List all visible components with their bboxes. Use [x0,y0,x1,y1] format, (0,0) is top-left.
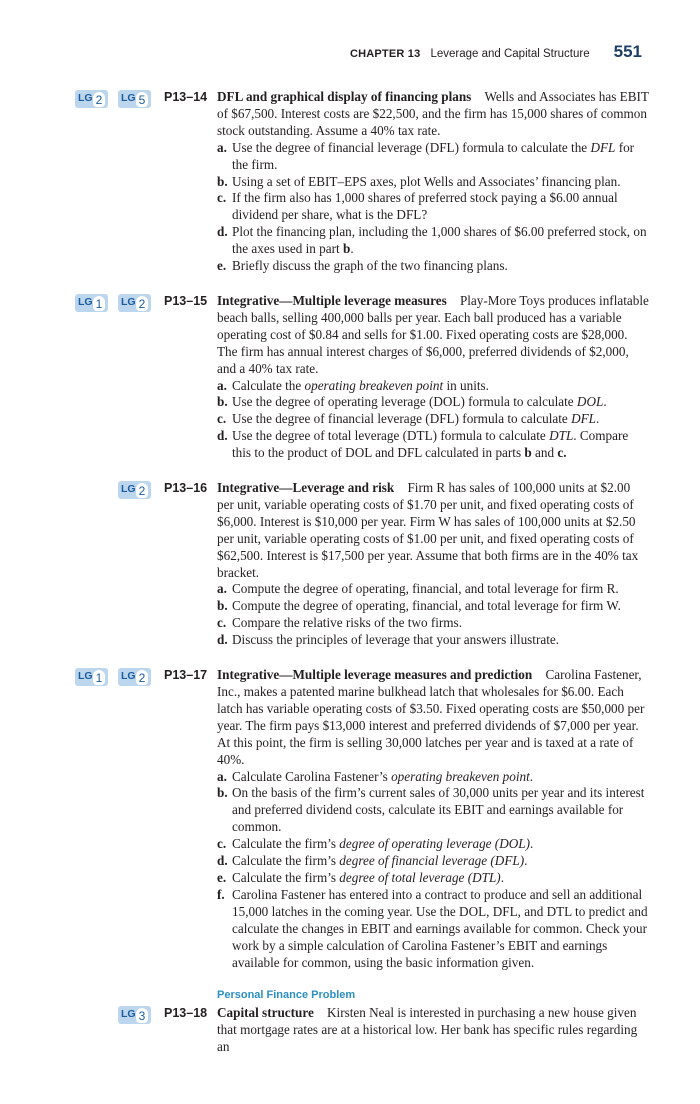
learning-goal-label: LG [78,670,93,683]
learning-goal-badge [118,668,151,686]
problem-part: c. If the firm also has 1,000 shares of preferred stock paying a $6.00 annual dividend per share, what is the DFL? [217,190,618,223]
problem-body [217,667,649,971]
part-letter: a. [217,581,227,597]
bold-text: b [524,445,532,461]
problem-title: Capital structure [217,1005,314,1021]
learning-goal-label: LG [78,295,93,308]
learning-goal-number: 2 [136,670,148,685]
italic-text: DFL [590,139,616,155]
learning-goal-badge [118,90,151,108]
learning-goal-label: LG [121,483,136,496]
part-letter: b. [217,598,228,614]
part-letter: d. [217,853,228,869]
problem-part: d. Discuss the principles of leverage that your answers illustrate. [217,632,560,648]
part-letter: d. [217,632,228,648]
learning-goal-label: LG [121,92,136,104]
chapter-label: CHAPTER 13 [349,48,421,60]
problem-title: Integrative—Multiple leverage measures and prediction [217,667,533,683]
part-letter: c. [217,190,227,206]
part-letter: c. [217,615,227,631]
learning-goal-label: LG [121,1008,136,1021]
part-letter: f. [217,886,225,902]
learning-goal-badge [75,90,108,108]
problem [0,667,700,971]
part-letter: c. [217,836,227,852]
problem-part: b. Using a set of EBIT–EPS axes, plot Wells and Associates’ financing plan. [217,173,621,189]
problem-title: DFL and graphical display of financing plans [217,89,472,104]
problem-part: d. Calculate the firm’s degree of financial leverage (DFL). [217,853,528,869]
problem-part: b. Use the degree of operating leverage (DOL) formula to calculate DOL. [217,394,607,410]
part-letter: b. [217,394,228,410]
part-letter: d. [217,428,228,444]
problem-number: P13–18 [164,1006,208,1021]
problem-title: Integrative—Multiple leverage measures [217,292,447,308]
learning-goal-number: 1 [93,670,105,685]
part-letter: e. [217,258,227,274]
bold-text: b [342,241,351,257]
problem-part: b. On the basis of the firm’s current sales of 30,000 units per year and its interest and preferred dividend costs, calculate its EBIT and earnings available for common. [217,785,645,835]
problem-part: c. Use the degree of financial leverage (DFL) formula to calculate DFL. [217,411,600,427]
problem-part: e. Calculate the firm’s degree of total leverage (DTL). [217,869,504,885]
problem-intro: Capital structure Kirsten Neal is interested in purchasing a new house given that mortgage rates are at a historical low. Her bank has specific rules regarding an [217,1005,638,1055]
learning-goal-badge [75,294,108,312]
learning-goal-badge [118,481,151,499]
learning-goal-label: LG [121,670,136,683]
problem-intro: Integrative—Leverage and risk Firm R has sales of 100,000 units at $2.00 per unit, variable operating costs of $1.70 per unit, and fixed operating costs of $6,000. Interest is $10,000 per year. Firm W has sales of 100,000 units at $2.50 per unit, variable operating costs of $1.00 per unit, and fixed operating costs of $62,500. Interest is $17,500 per year. Assume that both firms are in the 40% tax bracket. [217,480,639,580]
problem-part: a. Calculate Carolina Fastener’s operating breakeven point. [217,768,534,784]
learning-goal-badge [75,668,108,686]
problem-part: c. Calculate the firm’s degree of operating leverage (DOL). [217,836,534,852]
italic-text: degree of financial leverage (DFL) [339,853,525,869]
problem [0,480,700,649]
problem-body [217,1005,649,1056]
problem-intro: Integrative—Multiple leverage measures Play-More Toys produces inflatable beach balls, selling 400,000 balls per year. Each ball produced has a variable operating cost of $0.84 and sells for $1.00. Fixed operating costs are $28,000. The firm has annual interest charges of $6,000, preferred dividends of $2,000, and a 40% tax rate. [217,292,649,376]
problem-number: P13–15 [164,293,208,308]
learning-goal-number: 2 [93,92,105,107]
italic-text: DFL [571,411,596,427]
problem-body [217,480,649,649]
problem-part: a. Use the degree of financial leverage (DFL) formula to calculate the DFL for the firm. [217,139,635,172]
part-letter: b. [217,173,228,189]
learning-goal-label: LG [78,92,93,104]
page-number: 551 [613,42,642,61]
problem-intro: Integrative—Multiple leverage measures and prediction Carolina Fastener, Inc., makes a patented marine bulkhead latch that wholesales for $6.00. Each latch has variable operating costs of $3.50. Fixed operating costs are $50,000 per year. The firm pays $13,000 interest and preferred dividends of $7,000 per year. At this point, the firm is selling 30,000 latches per year and is taxed at a rate of 40%. [217,667,645,767]
part-letter: e. [217,869,227,885]
learning-goal-badge [118,1006,151,1024]
section-label: Personal Finance Problem [217,989,356,1002]
italic-text: operating breakeven point [391,768,530,784]
problem [0,1005,700,1056]
learning-goal-number: 2 [136,296,148,311]
part-letter: c. [217,411,227,427]
learning-goal-number: 2 [136,483,148,498]
problem-part: b. Compute the degree of operating, financial, and total leverage for firm W. [217,598,621,614]
learning-goal-number: 3 [136,1008,148,1023]
problem-title: Integrative—Leverage and risk [217,480,395,496]
part-letter: b. [217,785,228,801]
problem-intro: DFL and graphical display of financing plans Wells and Associates has EBIT of $67,500. Interest costs are $22,500, and the firm has 15,000 shares of common stock outstanding. Assume a 40% tax rate. [217,89,649,138]
learning-goal-label: LG [121,295,136,308]
learning-goal-badge [118,294,151,312]
italic-text: operating breakeven point [304,377,444,393]
italic-text: degree of total leverage (DTL) [339,869,501,885]
problem-part: d. Plot the financing plan, including the 1,000 shares of $6.00 preferred stock, on the axes used in part b. [217,224,647,257]
italic-text: DOL [576,394,604,410]
problem-number: P13–14 [164,90,208,104]
problem-part: d. Use the degree of total leverage (DTL) formula to calculate DTL. Compare this to the product of DOL and DFL calculated in parts b and c. [217,428,629,461]
chapter-title: Leverage and Capital Structure [430,48,590,60]
problem-body [217,89,649,275]
italic-text: degree of operating leverage (DOL) [339,836,530,852]
problem-part: a. Compute the degree of operating, financial, and total leverage for firm R. [217,581,619,597]
part-letter: a. [217,139,227,155]
problem-part: f. Carolina Fastener has entered into a contract to produce and sell an additional 15,000 latches in the coming year. Use the DOL, DFL, and DTL to predict and calculate the changes in EBIT and earnings available for common. Check your work by a simple calculation of Carolina Fastener’s EBIT and earnings available for common, using the basic information given. [217,886,648,970]
problem-part: e. Briefly discuss the graph of the two financing plans. [217,258,508,274]
problem-part: c. Compare the relative risks of the two firms. [217,615,462,631]
part-letter: d. [217,224,228,240]
part-letter: a. [217,377,227,393]
problem-number: P13–16 [164,481,208,496]
problem-body [217,293,649,462]
problem-number: P13–17 [164,668,208,683]
italic-text: DTL [549,428,574,444]
problem [0,293,700,462]
bold-text: c. [557,445,567,461]
problem-part: a. Calculate the operating breakeven point in units. [217,377,489,393]
learning-goal-number: 1 [93,296,105,311]
learning-goal-number: 5 [136,92,148,107]
problem [0,89,700,275]
part-letter: a. [217,768,227,784]
